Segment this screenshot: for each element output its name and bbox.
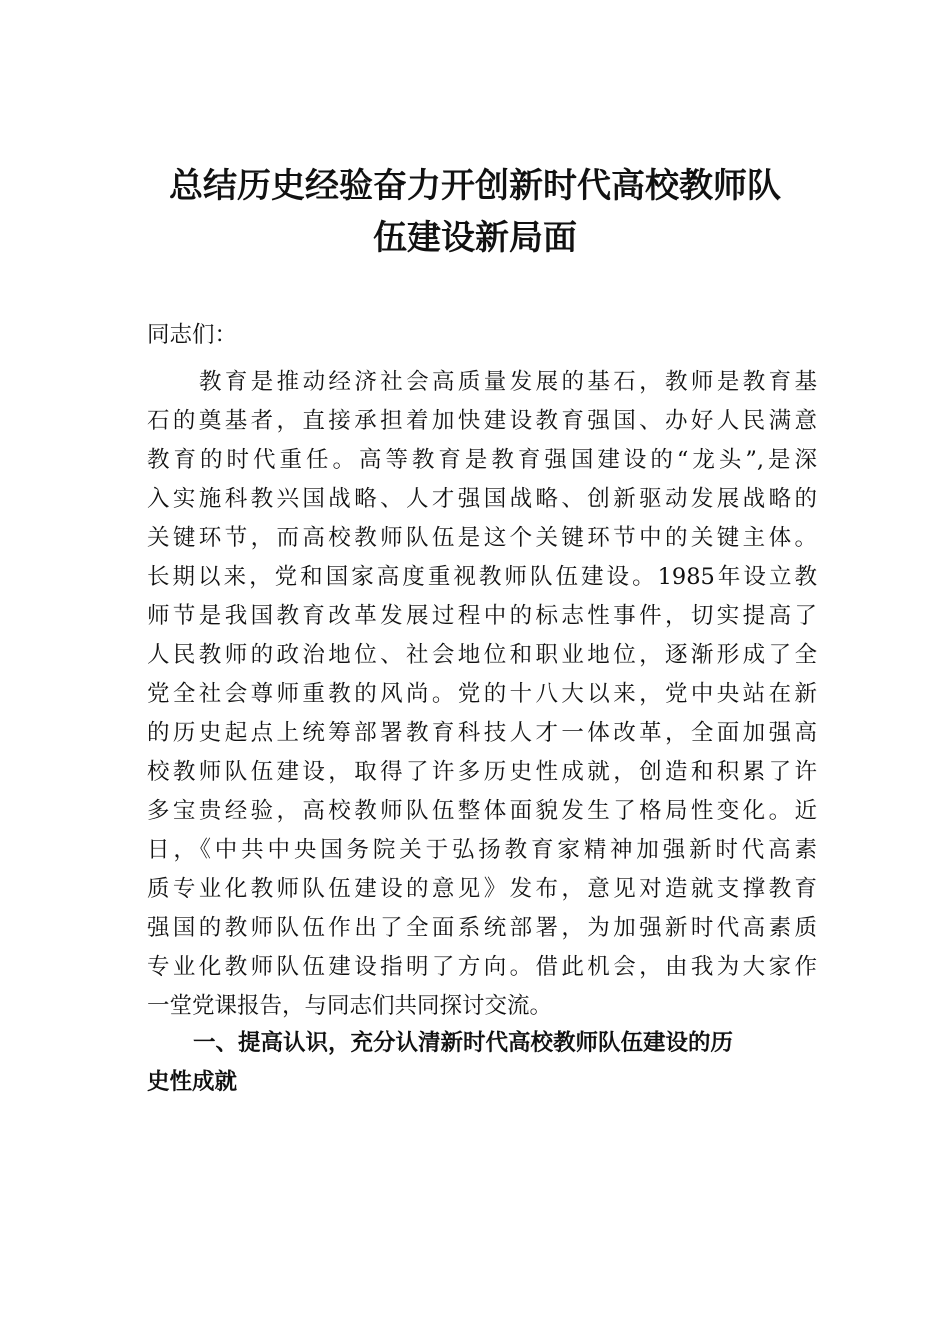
title-line: 伍建设新局面 (373, 218, 577, 258)
paragraph-line: 教育的时代重任。高等教育是教育强国建设的“龙头”,是深 (147, 447, 817, 473)
paragraph-line: 石的奠基者，直接承担着加快建设教育强国、办好人民满意 (147, 408, 817, 434)
paragraph-line: 质专业化教师队伍建设的意见》发布，意见对造就支撑教育 (147, 876, 817, 902)
paragraph-line: 人民教师的政治地位、社会地位和职业地位，逐渐形成了全 (147, 642, 817, 668)
paragraph-line: 党全社会尊师重教的风尚。党的十八大以来，党中央站在新 (147, 681, 817, 707)
paragraph-line: 长期以来，党和国家高度重视教师队伍建设。1985年设立教 (147, 564, 817, 590)
paragraph-line: 日，《中共中央国务院关于弘扬教育家精神加强新时代高素 (147, 837, 817, 863)
paragraph-line: 入实施科教兴国战略、人才强国战略、创新驱动发展战略的 (147, 486, 817, 512)
paragraph-line: 一堂党课报告，与同志们共同探讨交流。 (147, 993, 553, 1019)
section-heading (147, 1024, 807, 1102)
body-paragraph (147, 363, 817, 1026)
paragraph-line: 多宝贵经验，高校教师队伍整体面貌发生了格局性变化。近 (147, 798, 817, 824)
paragraph-line: 关键环节，而高校教师队伍是这个关键环节中的关键主体。 (147, 525, 817, 551)
paragraph-line: 师节是我国教育改革发展过程中的标志性事件，切实提高了 (147, 603, 817, 629)
section-heading-line: 史性成就 (147, 1069, 238, 1095)
title-line: 总结历史经验奋力开创新时代高校教师队 (169, 166, 781, 206)
paragraph-line: 专业化教师队伍建设指明了方向。借此机会，由我为大家作 (147, 954, 817, 980)
document-title (120, 160, 830, 264)
paragraph-line: 教育是推动经济社会高质量发展的基石，教师是教育基 (199, 369, 817, 395)
section-heading-line: 一、提高认识，充分认清新时代高校教师队伍建设的历 (193, 1030, 734, 1056)
paragraph-line: 强国的教师队伍作出了全面系统部署，为加强新时代高素质 (147, 915, 817, 941)
paragraph-line: 校教师队伍建设，取得了许多历史性成就，创造和积累了许 (147, 759, 817, 785)
paragraph-line: 的历史起点上统筹部署教育科技人才一体改革，全面加强高 (147, 720, 817, 746)
salutation: 同志们： (147, 322, 238, 348)
